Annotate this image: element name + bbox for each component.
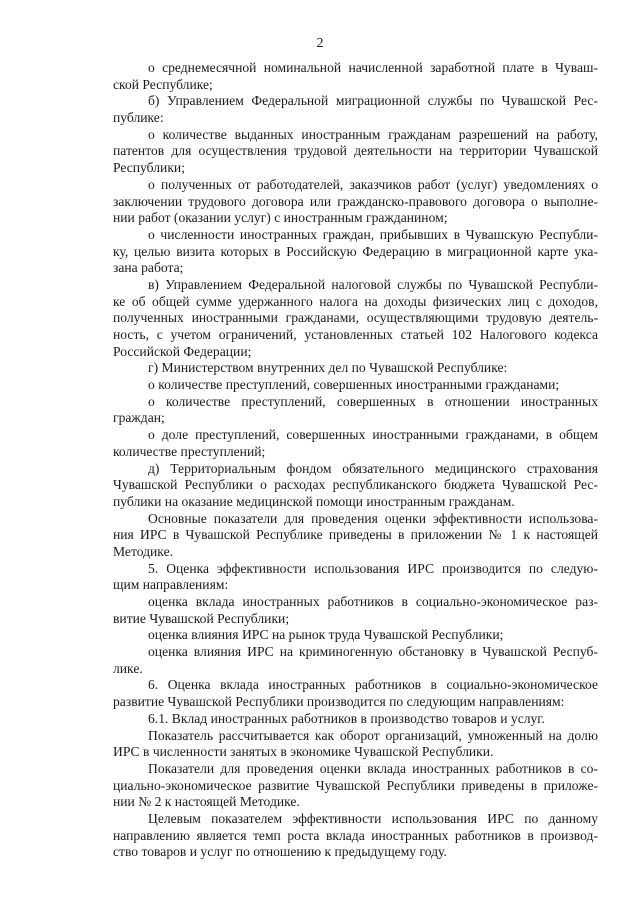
paragraph	[113, 627, 598, 644]
text-line: ке об общей сумме удержанного налога на доходы физических лиц с доходов,	[113, 293, 598, 309]
paragraph	[113, 811, 598, 861]
paragraph	[113, 177, 598, 227]
paragraph	[113, 594, 598, 627]
text-line: Целевым показателем эффективности использования ИРС по данному	[148, 810, 598, 826]
text-line: развитие Чувашской Республики производится по следующим направлениям:	[113, 694, 565, 710]
paragraph	[113, 561, 598, 594]
text-line: Российской Федерации;	[113, 343, 252, 359]
text-line: нии № 2 к настоящей Методике.	[113, 794, 300, 810]
text-line: полученных иностранными гражданами, осуществляющими трудовую деятель-	[113, 310, 598, 326]
text-line: патентов для осуществления трудовой деятельности на территории Чувашской	[113, 143, 598, 159]
text-line: 6. Оценка вклада иностранных работников в социально-экономическое	[148, 677, 598, 693]
text-line: оценка влияния ИРС на криминогенную обстановку в Чувашской Респуб-	[148, 644, 598, 660]
text-line: о полученных от работодателей, заказчиков работ (услуг) уведомлениях о	[148, 176, 598, 192]
paragraph	[113, 377, 598, 394]
paragraph	[113, 394, 598, 427]
paragraph	[113, 277, 598, 360]
paragraph	[113, 711, 598, 728]
text-line: 6.1. Вклад иностранных работников в производство товаров и услуг.	[148, 710, 545, 726]
text-line: Республики;	[113, 160, 185, 176]
paragraph	[113, 728, 598, 761]
text-line: нии работ (оказании услуг) с иностранным гражданином;	[113, 210, 448, 226]
paragraph	[113, 127, 598, 177]
paragraph	[113, 227, 598, 277]
text-line: в) Управлением Федеральной налоговой службы по Чувашской Республи-	[148, 276, 598, 292]
text-line: ность, с учетом ограничений, установленных статьей 102 Налогового кодекса	[113, 327, 598, 342]
text-line: г) Министерством внутренних дел по Чувашской Республике:	[148, 360, 508, 376]
text-line: направлению является темп роста вклада иностранных работников в производ-	[113, 827, 598, 843]
text-line: лике.	[113, 660, 143, 676]
text-line: циально-экономическое развитие Чувашской Республики приведены в приложе-	[113, 777, 598, 793]
paragraph	[113, 360, 598, 377]
text-line: щим направлениям:	[113, 577, 229, 593]
text-line: о численности иностранных граждан, прибывших в Чувашскую Республи-	[148, 226, 598, 242]
text-line: оценка вклада иностранных работников в социально-экономическое раз-	[148, 594, 598, 609]
page-number: 2	[316, 36, 324, 51]
paragraph	[113, 511, 598, 561]
text-line: публике:	[113, 110, 164, 126]
paragraph	[113, 644, 598, 677]
text-line: Методике.	[113, 543, 173, 559]
text-line: о доле преступлений, совершенных иностранными гражданами, в общем	[148, 427, 598, 443]
paragraph	[113, 427, 598, 460]
text-line: о количестве преступлений, совершенных иностранными гражданами;	[148, 377, 560, 393]
paragraph	[113, 461, 598, 511]
text-line: ство товаров и услуг по отношению к предыдущему году.	[113, 844, 447, 860]
text-line: д) Территориальным фондом обязательного медицинского страхования	[148, 460, 598, 476]
document-body	[113, 60, 598, 861]
text-line: б) Управлением Федеральной миграционной службы по Чувашской Рес-	[148, 93, 598, 109]
text-line: о количестве преступлений, совершенных в отношении иностранных	[148, 393, 598, 409]
text-line: Основные показатели для проведения оценки эффективности использова-	[148, 510, 598, 526]
text-line: о количестве выданных иностранным гражданам разрешений на работу,	[148, 126, 598, 142]
text-line: Показатели для проведения оценки вклада иностранных работников в со-	[148, 760, 598, 776]
text-line: ИРС в численности занятых в экономике Чувашской Республики.	[113, 744, 494, 760]
text-line: публики на оказание медицинской помощи иностранным гражданам.	[113, 493, 515, 509]
text-line: оценка влияния ИРС на рынок труда Чувашской Республики;	[148, 627, 504, 643]
text-line: ку, целью визита которых в Российскую Федерацию в миграционной карте ука-	[113, 243, 598, 259]
paragraph	[113, 677, 598, 710]
text-line: Показатель рассчитывается как оборот организаций, умноженный на долю	[148, 727, 598, 743]
paragraph	[113, 60, 598, 93]
text-line: зана работа;	[113, 260, 184, 276]
text-line: заключении трудового договора или гражданско-правового договора о выполне-	[113, 193, 598, 209]
text-line: 5. Оценка эффективности использования ИРС производится по следую-	[148, 560, 598, 576]
text-line: витие Чувашской Республики;	[113, 610, 290, 626]
text-line: ния ИРС в Чувашской Республике приведены в приложении № 1 к настоящей	[113, 527, 598, 543]
text-line: Чувашской Республики о расходах республиканского бюджета Чувашской Рес-	[113, 477, 598, 493]
text-line: ской Республике;	[113, 76, 213, 92]
text-line: о среднемесячной номинальной начисленной заработной плате в Чуваш-	[148, 60, 598, 75]
text-line: количестве преступлений;	[113, 443, 266, 459]
text-line: граждан;	[113, 410, 165, 426]
paragraph	[113, 761, 598, 811]
paragraph	[113, 93, 598, 126]
